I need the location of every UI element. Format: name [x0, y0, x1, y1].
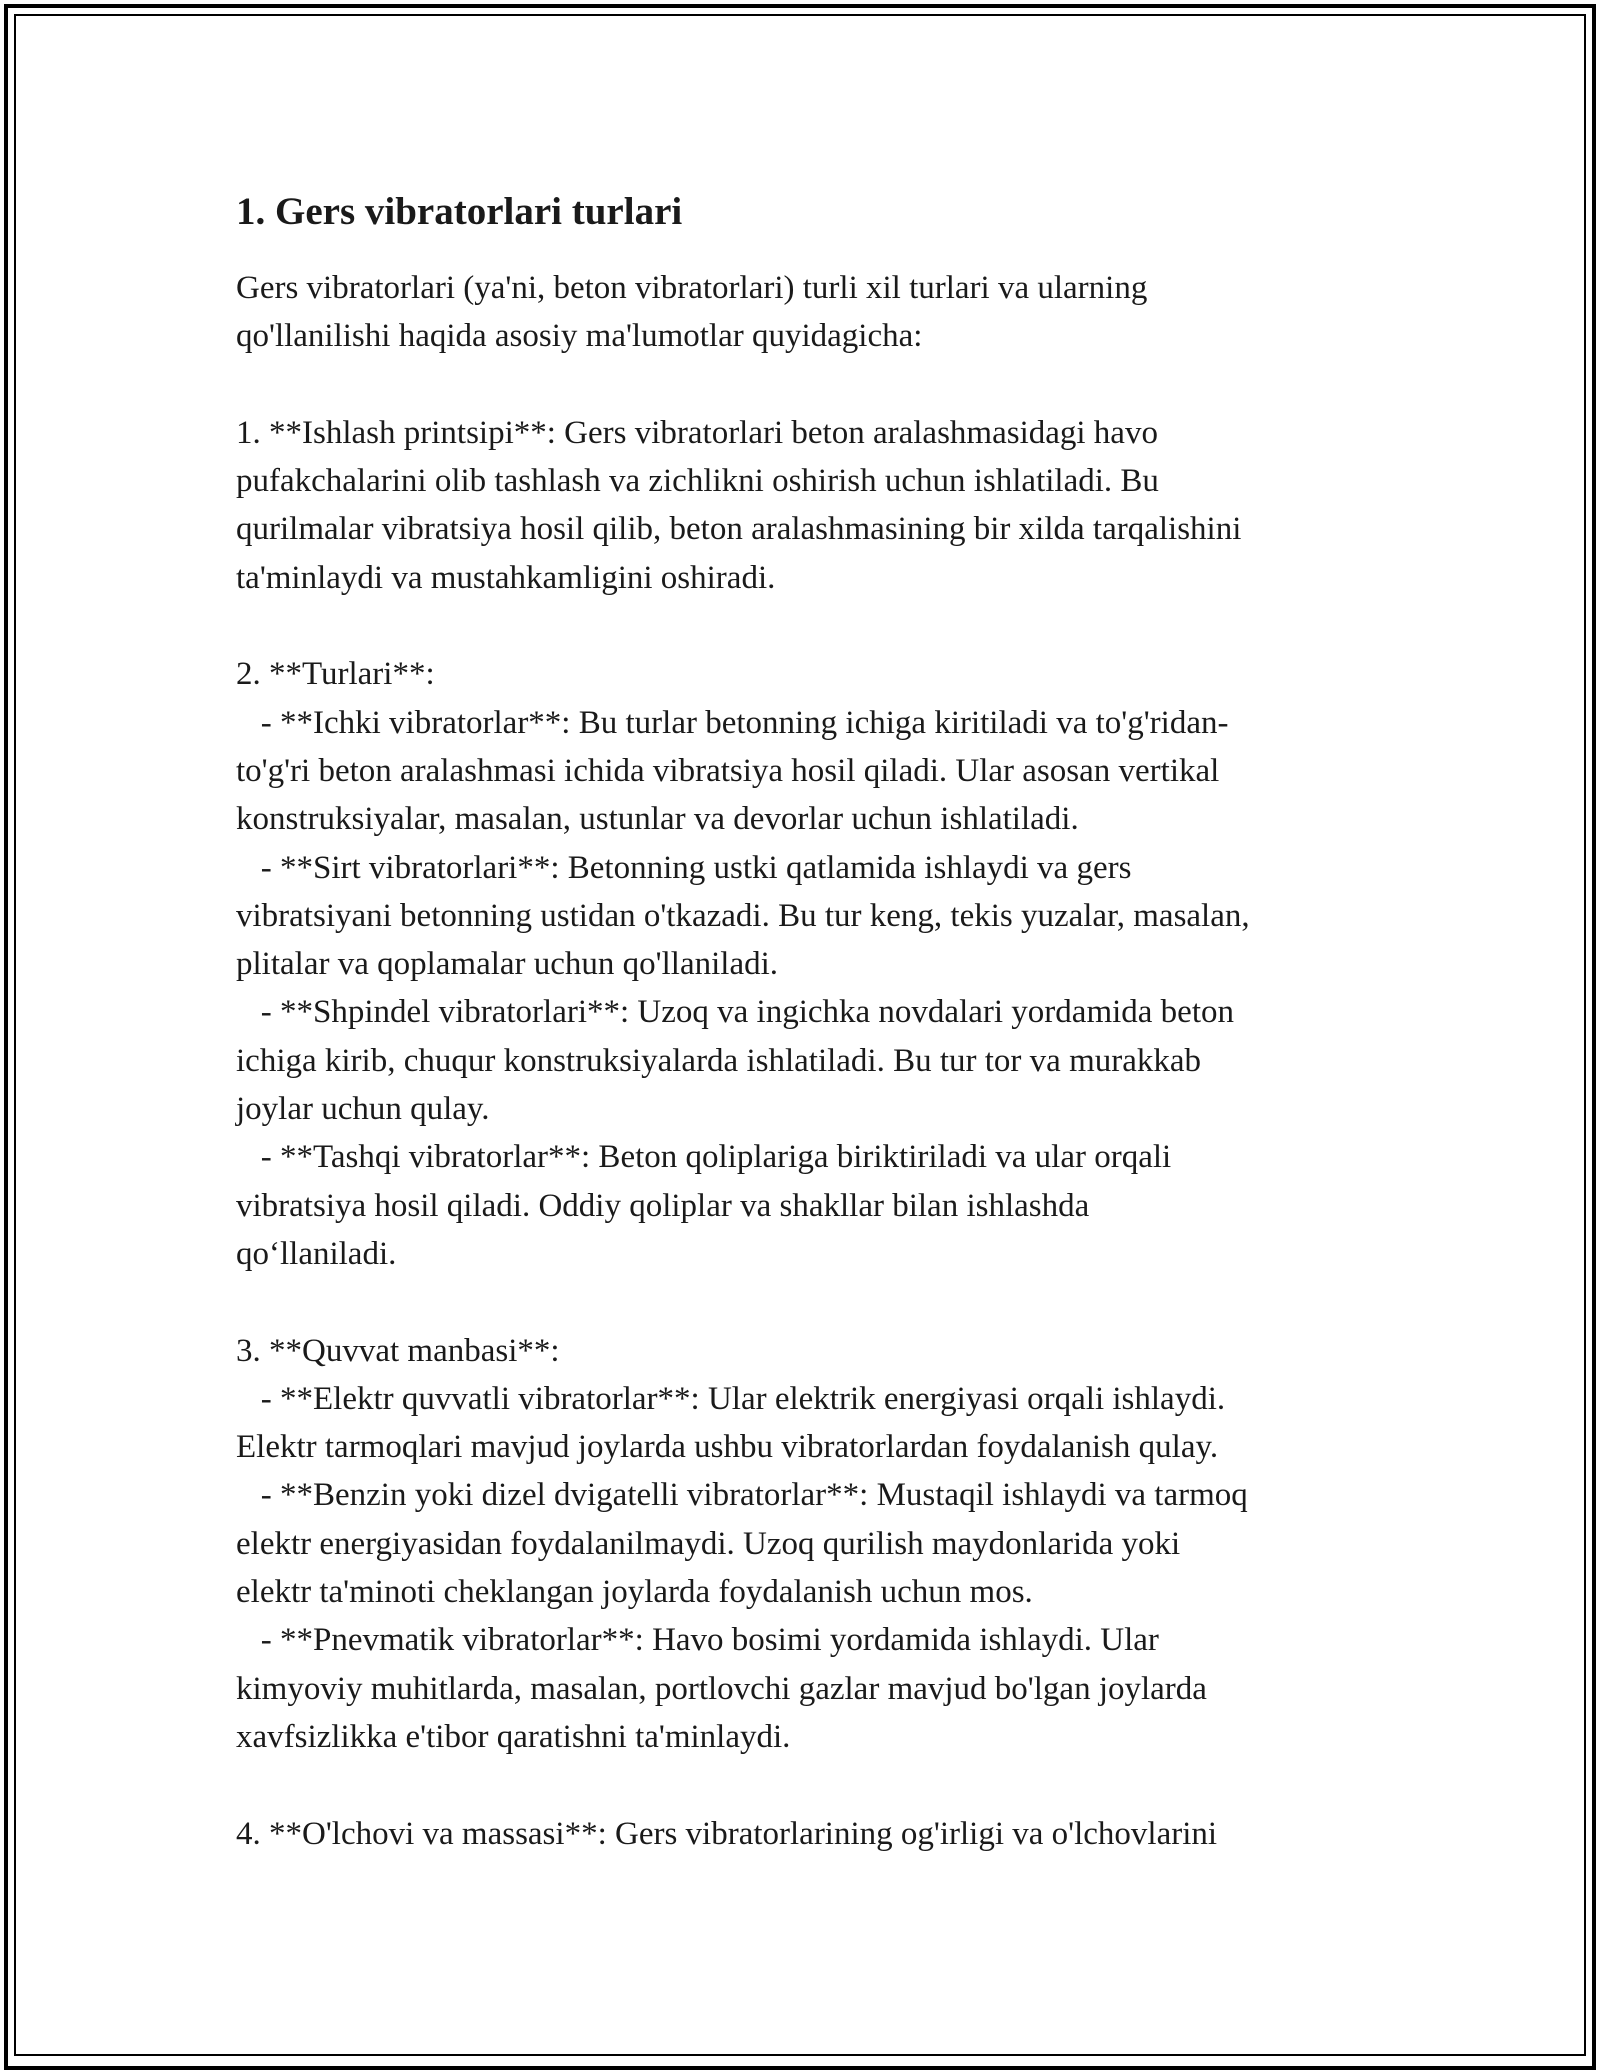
text-line: pufakchalarini olib tashlash va zichlikni oshirish uchun ishlatiladi. Bu [236, 463, 1159, 500]
text-line: 2. **Turlari**: [236, 656, 435, 693]
text-line: plitalar va qoplamalar uchun qo'llaniladi. [236, 946, 779, 983]
paragraph-gap [236, 361, 1396, 409]
text-line: qurilmalar vibratsiya hosil qilib, beton aralashmasining bir xilda tarqalishini [236, 511, 1242, 548]
text-line: Gers vibratorlari (ya'ni, beton vibratorlari) turli xil turlari va ularning [236, 270, 1148, 306]
text-line: - **Sirt vibratorlari**: Betonning ustki qatlamida ishlaydi va gers [236, 849, 1132, 886]
text-line: vibratsiyani betonning ustidan o'tkazadi. Bu tur keng, tekis yuzalar, masalan, [236, 897, 1250, 934]
document-title: 1. Gers vibratorlari turlari [236, 190, 683, 233]
text-line: - **Ichki vibratorlar**: Bu turlar betonning ichiga kiritiladi va to'g'ridan- [236, 704, 1229, 741]
text-line: 1. **Ishlash printsipi**: Gers vibratorlari beton aralashmasidagi havo [236, 414, 1158, 451]
paragraph-gap [236, 1761, 1396, 1809]
text-line: vibratsiya hosil qiladi. Oddiy qoliplar va shakllar bilan ishlashda [236, 1187, 1090, 1224]
text-line: konstruksiyalar, masalan, ustunlar va devorlar uchun ishlatiladi. [236, 801, 1079, 838]
text-line: 4. **O'lchovi va massasi**: Gers vibratorlarining og'irligi va o'lchovlarini [236, 1815, 1218, 1852]
section-turlari [236, 650, 1396, 1278]
text-line: - **Pnevmatik vibratorlar**: Havo bosimi yordamida ishlaydi. Ular [236, 1622, 1159, 1659]
section-olchovi-va-massasi [236, 1810, 1396, 1858]
text-line: - **Tashqi vibratorlar**: Beton qoliplariga biriktiriladi va ular orqali [236, 1139, 1172, 1176]
text-line: qo'llanilishi haqida asosiy ma'lumotlar quyidagicha: [236, 318, 923, 355]
text-line: kimyoviy muhitlarda, masalan, portlovchi gazlar mavjud bo'lgan joylarda [236, 1670, 1207, 1707]
text-line: to'g'ri beton aralashmasi ichida vibratsiya hosil qiladi. Ular asosan vertikal [236, 752, 1220, 789]
section-quvvat-manbasi [236, 1327, 1396, 1762]
text-line: ta'minlaydi va mustahkamligini oshiradi. [236, 559, 776, 596]
paragraph-gap [236, 602, 1396, 650]
text-line: Elektr tarmoqlari mavjud joylarda ushbu vibratorlardan foydalanish qulay. [236, 1429, 1219, 1466]
text-line: - **Benzin yoki dizel dvigatelli vibratorlar**: Mustaqil ishlaydi va tarmoq [236, 1477, 1248, 1514]
text-line: qo‘llaniladi. [236, 1235, 397, 1272]
text-line: elektr energiyasidan foydalanilmaydi. Uzoq qurilish maydonlarida yoki [236, 1525, 1181, 1562]
paragraph-gap [236, 1278, 1396, 1326]
text-line: joylar uchun qulay. [236, 1091, 490, 1128]
text-line: - **Shpindel vibratorlari**: Uzoq va ingichka novdalari yordamida beton [236, 994, 1234, 1031]
section-ishlash-printsipi [236, 409, 1396, 602]
text-line: - **Elektr quvvatli vibratorlar**: Ular elektrik energiyasi orqali ishlaydi. [236, 1380, 1226, 1417]
text-line: 3. **Quvvat manbasi**: [236, 1332, 560, 1369]
text-line: elektr ta'minoti cheklangan joylarda foydalanish uchun mos. [236, 1574, 1033, 1611]
text-line: xavfsizlikka e'tibor qaratishni ta'minlaydi. [236, 1718, 791, 1755]
document-body [236, 184, 1396, 1858]
text-line: ichiga kirib, chuqur konstruksiyalarda ishlatiladi. Bu tur tor va murakkab [236, 1042, 1202, 1079]
intro-paragraph [236, 264, 1396, 361]
